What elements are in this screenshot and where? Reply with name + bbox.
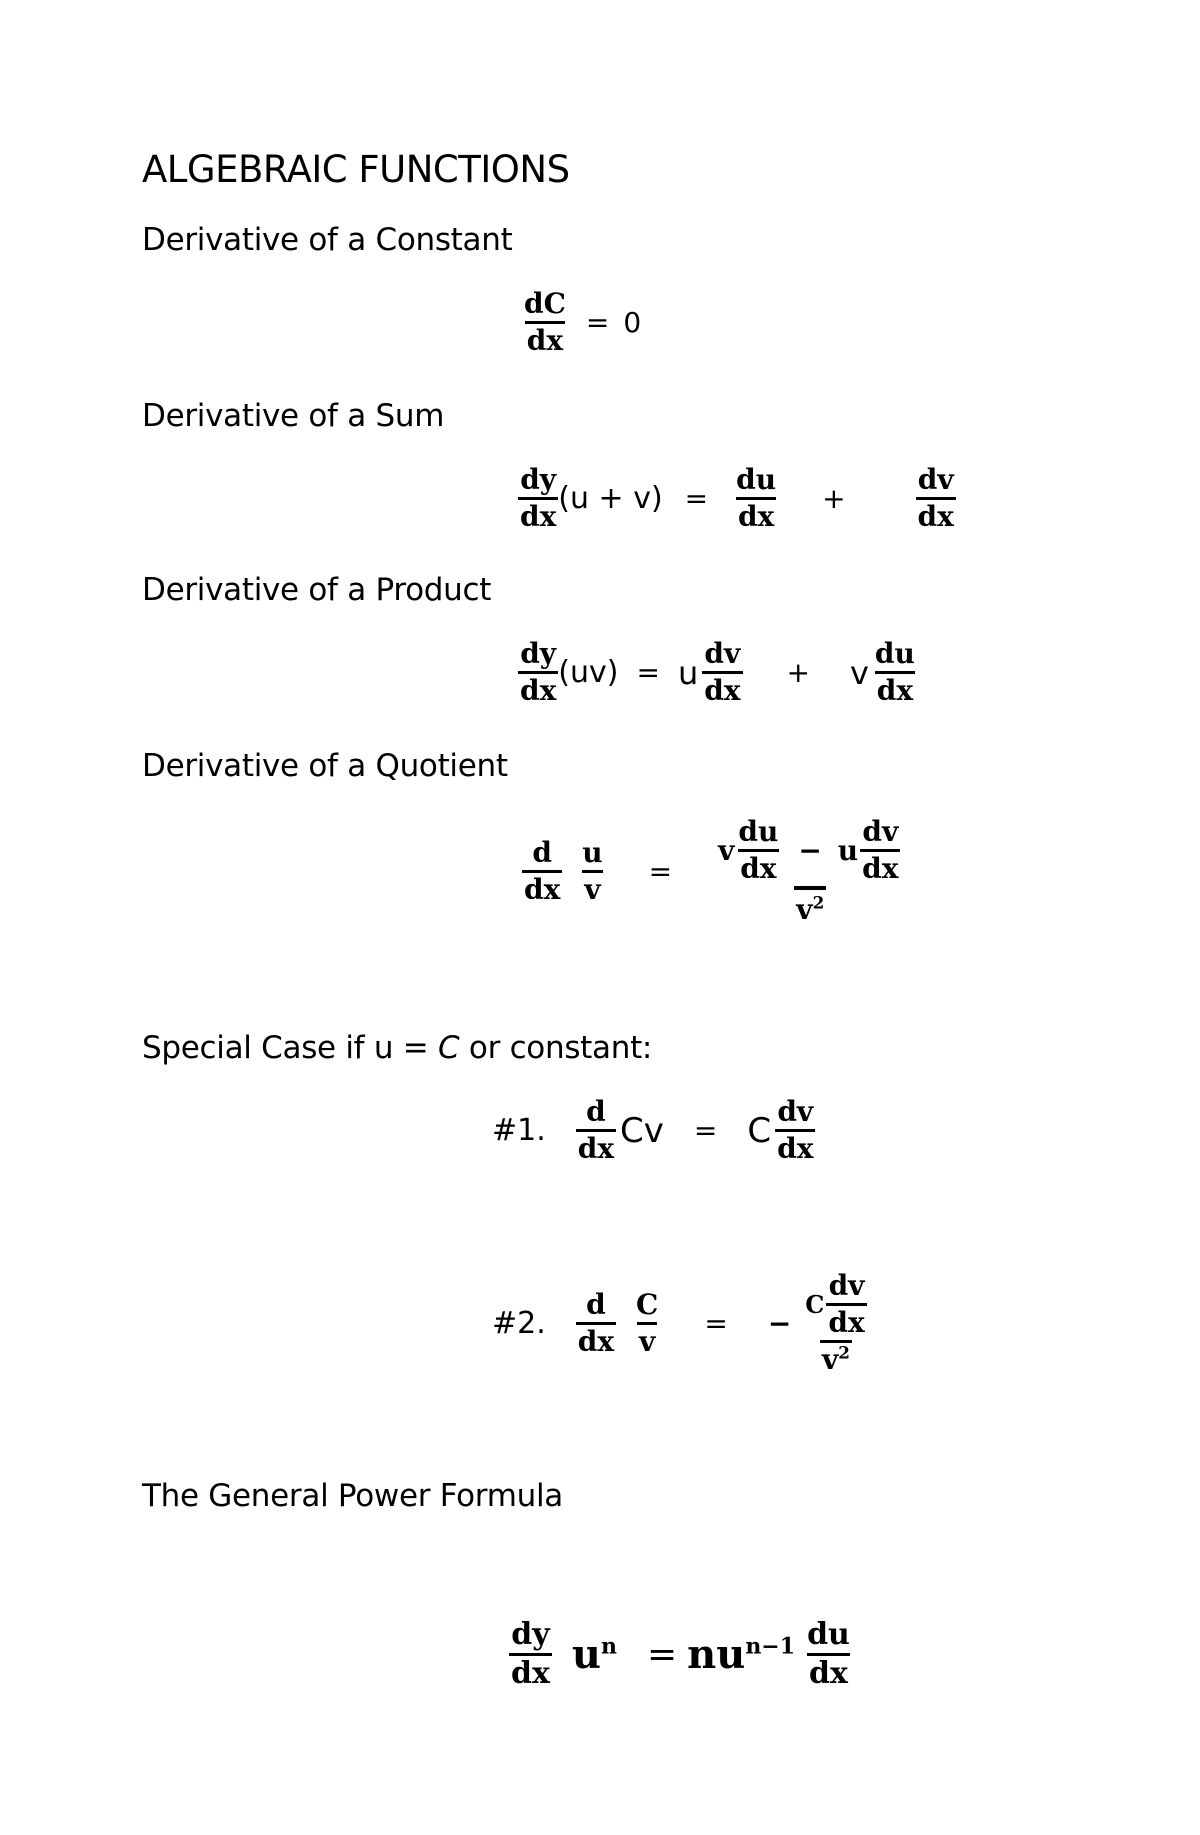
page-title: ALGEBRAIC FUNCTIONS xyxy=(142,148,570,191)
equation-special-case-2: #2. $\frac{d}{dx}$ $\frac{C}{v}$ = − C $\frac{dv}{dx}$ $v^2$ xyxy=(492,1269,865,1376)
heading-power-formula: The General Power Formula xyxy=(142,1478,563,1514)
heading-special-case: Special Case if u = C or constant: xyxy=(142,1030,653,1066)
equation-power-formula: $\frac{dy}{dx}$ $u^n$ = $nu^{n-1}$ $\frac{du}{dx}$ xyxy=(511,1617,850,1691)
equation-special-case-1: #1. $\frac{d}{dx}$ Cv = C $\frac{dv}{dx}$ xyxy=(492,1095,814,1165)
fraction-quotient-rule: v $\frac{du}{dx}$ − u $\frac{dv}{dx}$ $v^2$ xyxy=(718,815,899,926)
equation-product: $\frac{dy}{dx}$ (uv) = u $\frac{dv}{dx}$ + v $\frac{du}{dx}$ xyxy=(520,637,915,707)
equation-sum: $\frac{dy}{dx}$ (u + v) = $\frac{du}{dx}$ + $\frac{dv}{dx}$ xyxy=(520,463,954,533)
equation-quotient: $\frac{d}{dx}$ $\frac{u}{v}$ = v $\frac{du}{dx}$ − u $\frac{dv}{dx}$ $v^2$ xyxy=(518,818,908,924)
equation-constant: $\frac{dC}{dx}$ = 0 xyxy=(524,287,642,357)
fraction-dc-dx: $\frac{dC}{dx}$ xyxy=(524,287,566,357)
heading-product: Derivative of a Product xyxy=(142,572,492,608)
heading-quotient: Derivative of a Quotient xyxy=(142,748,508,784)
heading-sum: Derivative of a Sum xyxy=(142,398,445,434)
heading-constant: Derivative of a Constant xyxy=(142,222,513,258)
